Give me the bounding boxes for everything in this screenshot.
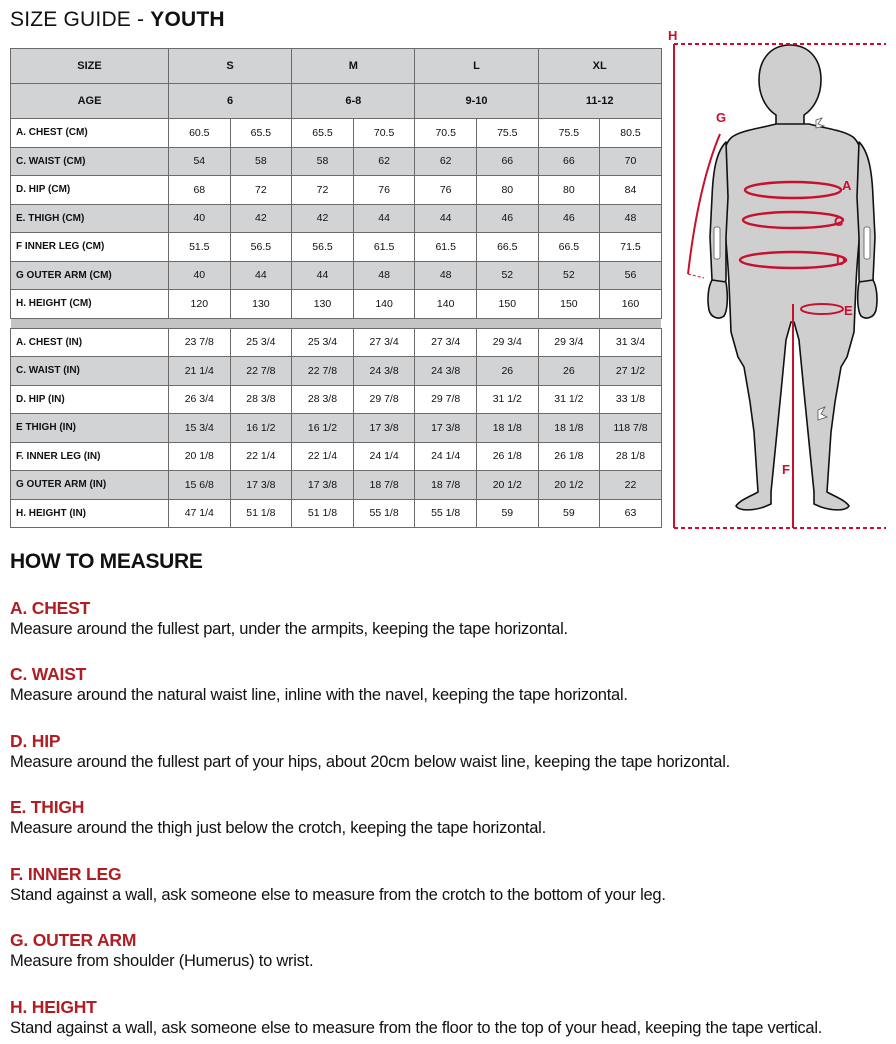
- table-cell: 24 1/4: [415, 442, 477, 471]
- row-label: D. HIP (IN): [11, 385, 169, 414]
- table-cell: 48: [600, 204, 662, 233]
- table-cell: 28 3/8: [230, 385, 292, 414]
- age-header-row-cell: 6-8: [292, 84, 415, 119]
- table-separator: [11, 318, 662, 328]
- measure-section: [10, 731, 890, 773]
- label-f: F: [782, 462, 790, 477]
- table-cell: 27 3/4: [353, 328, 415, 357]
- measure-description: Measure around the natural waist line, inline with the navel, keeping the tape horizontal.: [10, 686, 628, 704]
- table-cell: 18 1/8: [476, 414, 538, 443]
- table-cell: 17 3/8: [415, 414, 477, 443]
- table-cell: 61.5: [353, 233, 415, 262]
- row-label: C. WAIST (IN): [11, 357, 169, 386]
- table-cell: 51 1/8: [230, 499, 292, 528]
- table-cell: 25 3/4: [230, 328, 292, 357]
- table-row: [11, 328, 662, 357]
- size-header-row-cell: XL: [538, 49, 661, 84]
- table-row: [11, 357, 662, 386]
- table-cell: 58: [292, 147, 354, 176]
- table-cell: 20 1/8: [169, 442, 231, 471]
- table-cell: 52: [538, 261, 600, 290]
- label-c: C: [834, 214, 844, 229]
- measure-title: A. CHEST: [10, 598, 91, 618]
- table-cell: 75.5: [476, 119, 538, 148]
- row-label: D. HIP (CM): [11, 176, 169, 205]
- table-cell: 75.5: [538, 119, 600, 148]
- table-cell: 54: [169, 147, 231, 176]
- row-label: F INNER LEG (CM): [11, 233, 169, 262]
- table-cell: 60.5: [169, 119, 231, 148]
- label-d: D: [836, 253, 846, 268]
- table-cell: 26 3/4: [169, 385, 231, 414]
- table-cell: 150: [538, 290, 600, 319]
- table-cell: 80: [538, 176, 600, 205]
- table-cell: 66.5: [538, 233, 600, 262]
- row-label: E THIGH (IN): [11, 414, 169, 443]
- table-cell: 120: [169, 290, 231, 319]
- size-header-row-cell: M: [292, 49, 415, 84]
- table-cell: 70.5: [415, 119, 477, 148]
- right-arm-shape: [857, 142, 875, 284]
- table-cell: 26 1/8: [538, 442, 600, 471]
- table-cell: 26 1/8: [476, 442, 538, 471]
- table-cell: 20 1/2: [476, 471, 538, 500]
- table-cell: 24 3/8: [353, 357, 415, 386]
- table-cell: 18 1/8: [538, 414, 600, 443]
- table-cell: 22: [600, 471, 662, 500]
- table-cell: 29 3/4: [538, 328, 600, 357]
- table-cell: 42: [230, 204, 292, 233]
- title-youth: YOUTH: [150, 8, 225, 31]
- table-row: [11, 414, 662, 443]
- table-cell: 70: [600, 147, 662, 176]
- age-header-row-cell: 11-12: [538, 84, 661, 119]
- table-cell: 17 3/8: [292, 471, 354, 500]
- table-cell: 16 1/2: [230, 414, 292, 443]
- table-cell: 80.5: [600, 119, 662, 148]
- table-cell: 66.5: [476, 233, 538, 262]
- table-cell: 31 1/2: [476, 385, 538, 414]
- table-cell: 51 1/8: [292, 499, 354, 528]
- table-cell: 23 7/8: [169, 328, 231, 357]
- table-row: [11, 471, 662, 500]
- table-cell: 29 7/8: [353, 385, 415, 414]
- row-label: A. CHEST (IN): [11, 328, 169, 357]
- table-cell: 70.5: [353, 119, 415, 148]
- row-label: E. THIGH (CM): [11, 204, 169, 233]
- label-h: H: [668, 28, 678, 43]
- age-header-row-cell: 6: [169, 84, 292, 119]
- table-row: [11, 290, 662, 319]
- table-cell: 62: [415, 147, 477, 176]
- table-cell: 27 3/4: [415, 328, 477, 357]
- table-row: [11, 442, 662, 471]
- table-cell: 56.5: [292, 233, 354, 262]
- table-cell: 76: [353, 176, 415, 205]
- table-cell: 62: [353, 147, 415, 176]
- age-header-row-label: AGE: [11, 84, 169, 119]
- left-sleeve-logo: [714, 227, 720, 259]
- right-hand-shape: [858, 280, 877, 318]
- measure-section: [10, 864, 890, 906]
- table-cell: 65.5: [292, 119, 354, 148]
- table-cell: 46: [476, 204, 538, 233]
- table-row: [11, 233, 662, 262]
- row-label: G OUTER ARM (IN): [11, 471, 169, 500]
- table-cell: 59: [476, 499, 538, 528]
- right-sleeve-logo: [864, 227, 870, 259]
- table-row: [11, 176, 662, 205]
- label-a: A: [842, 178, 852, 193]
- table-cell: 140: [353, 290, 415, 319]
- table-cell: 48: [415, 261, 477, 290]
- table-cell: 63: [600, 499, 662, 528]
- table-cell: 15 3/4: [169, 414, 231, 443]
- measure-description: Measure around the fullest part, under the armpits, keeping the tape horizontal.: [10, 620, 568, 638]
- table-cell: 48: [353, 261, 415, 290]
- table-cell: 160: [600, 290, 662, 319]
- table-cell: 66: [476, 147, 538, 176]
- measure-title: H. HEIGHT: [10, 997, 97, 1017]
- how-to-measure-heading: HOW TO MEASURE: [10, 550, 203, 573]
- table-cell: 76: [415, 176, 477, 205]
- table-cell: 46: [538, 204, 600, 233]
- label-g: G: [716, 110, 727, 125]
- table-cell: 17 3/8: [230, 471, 292, 500]
- measure-description: Measure around the fullest part of your hips, about 20cm below waist line, keeping the tape horizontal.: [10, 753, 730, 771]
- table-cell: 118 7/8: [600, 414, 662, 443]
- table-cell: 40: [169, 261, 231, 290]
- size-header-row-cell: L: [415, 49, 538, 84]
- table-row: [11, 119, 662, 148]
- page-title: [10, 8, 225, 32]
- table-cell: 51.5: [169, 233, 231, 262]
- table-cell: 44: [415, 204, 477, 233]
- table-cell: 26: [476, 357, 538, 386]
- measure-section: [10, 664, 890, 706]
- table-cell: 22 1/4: [230, 442, 292, 471]
- table-cell: 130: [230, 290, 292, 319]
- table-cell: 59: [538, 499, 600, 528]
- table-row: [11, 204, 662, 233]
- table-cell: 42: [292, 204, 354, 233]
- table-cell: 28 1/8: [600, 442, 662, 471]
- head-shape: [759, 45, 821, 125]
- table-cell: 28 3/8: [292, 385, 354, 414]
- table-cell: 56.5: [230, 233, 292, 262]
- row-label: F. INNER LEG (IN): [11, 442, 169, 471]
- table-cell: 21 1/4: [169, 357, 231, 386]
- table-cell: 80: [476, 176, 538, 205]
- table-cell: 33 1/8: [600, 385, 662, 414]
- table-cell: 27 1/2: [600, 357, 662, 386]
- table-cell: 52: [476, 261, 538, 290]
- table-cell: 65.5: [230, 119, 292, 148]
- table-cell: 56: [600, 261, 662, 290]
- measure-section: [10, 598, 890, 640]
- table-row: [11, 147, 662, 176]
- left-hand-shape: [708, 280, 727, 318]
- table-cell: 26: [538, 357, 600, 386]
- table-row: [11, 261, 662, 290]
- table-cell: 31 3/4: [600, 328, 662, 357]
- table-cell: 47 1/4: [169, 499, 231, 528]
- table-cell: 44: [292, 261, 354, 290]
- row-label: A. CHEST (CM): [11, 119, 169, 148]
- outer-arm-end: [688, 274, 704, 278]
- table-cell: 17 3/8: [353, 414, 415, 443]
- table-cell: 20 1/2: [538, 471, 600, 500]
- measure-title: C. WAIST: [10, 664, 87, 684]
- table-cell: 71.5: [600, 233, 662, 262]
- table-cell: 150: [476, 290, 538, 319]
- table-cell: 140: [415, 290, 477, 319]
- table-cell: 16 1/2: [292, 414, 354, 443]
- separator-cell: [11, 318, 662, 328]
- measure-section: [10, 997, 890, 1039]
- table-cell: 18 7/8: [353, 471, 415, 500]
- measure-description: Stand against a wall, ask someone else to measure from the floor to the top of your head, keeping the tape vertical.: [10, 1019, 823, 1037]
- table-cell: 44: [230, 261, 292, 290]
- left-arm-shape: [710, 142, 728, 284]
- measure-section: [10, 797, 890, 839]
- table-cell: 22 7/8: [230, 357, 292, 386]
- table-cell: 25 3/4: [292, 328, 354, 357]
- row-label: H. HEIGHT (CM): [11, 290, 169, 319]
- title-prefix: SIZE GUIDE -: [10, 8, 151, 31]
- table-cell: 15 6/8: [169, 471, 231, 500]
- table-cell: 61.5: [415, 233, 477, 262]
- table-cell: 24 3/8: [415, 357, 477, 386]
- measure-description: Measure from shoulder (Humerus) to wrist.: [10, 952, 314, 970]
- table-cell: 72: [230, 176, 292, 205]
- measurement-figure: [666, 22, 894, 534]
- table-cell: 68: [169, 176, 231, 205]
- measure-description: Stand against a wall, ask someone else to measure from the crotch to the bottom of your leg.: [10, 886, 666, 904]
- table-row: [11, 385, 662, 414]
- measure-title: D. HIP: [10, 731, 61, 751]
- table-cell: 66: [538, 147, 600, 176]
- table-cell: 72: [292, 176, 354, 205]
- age-header-row-cell: 9-10: [415, 84, 538, 119]
- row-label: G OUTER ARM (CM): [11, 261, 169, 290]
- table-cell: 31 1/2: [538, 385, 600, 414]
- label-e: E: [844, 303, 853, 318]
- table-cell: 22 1/4: [292, 442, 354, 471]
- row-label: H. HEIGHT (IN): [11, 499, 169, 528]
- table-cell: 44: [353, 204, 415, 233]
- table-cell: 18 7/8: [415, 471, 477, 500]
- chest-logo-icon: [816, 118, 824, 128]
- table-cell: 58: [230, 147, 292, 176]
- table-cell: 29 7/8: [415, 385, 477, 414]
- table-cell: 40: [169, 204, 231, 233]
- size-header-row: [11, 49, 662, 84]
- measure-title: E. THIGH: [10, 797, 85, 817]
- table-cell: 55 1/8: [353, 499, 415, 528]
- measure-section: [10, 930, 890, 972]
- size-table: [10, 48, 662, 528]
- row-label: C. WAIST (CM): [11, 147, 169, 176]
- table-cell: 24 1/4: [353, 442, 415, 471]
- table-cell: 130: [292, 290, 354, 319]
- measure-title: G. OUTER ARM: [10, 930, 137, 950]
- size-header-row-cell: S: [169, 49, 292, 84]
- measure-description: Measure around the thigh just below the crotch, keeping the tape horizontal.: [10, 819, 546, 837]
- size-header-row-label: SIZE: [11, 49, 169, 84]
- table-row: [11, 499, 662, 528]
- table-cell: 22 7/8: [292, 357, 354, 386]
- table-cell: 84: [600, 176, 662, 205]
- table-cell: 55 1/8: [415, 499, 477, 528]
- table-cell: 29 3/4: [476, 328, 538, 357]
- measure-title: F. INNER LEG: [10, 864, 122, 884]
- age-header-row: [11, 84, 662, 119]
